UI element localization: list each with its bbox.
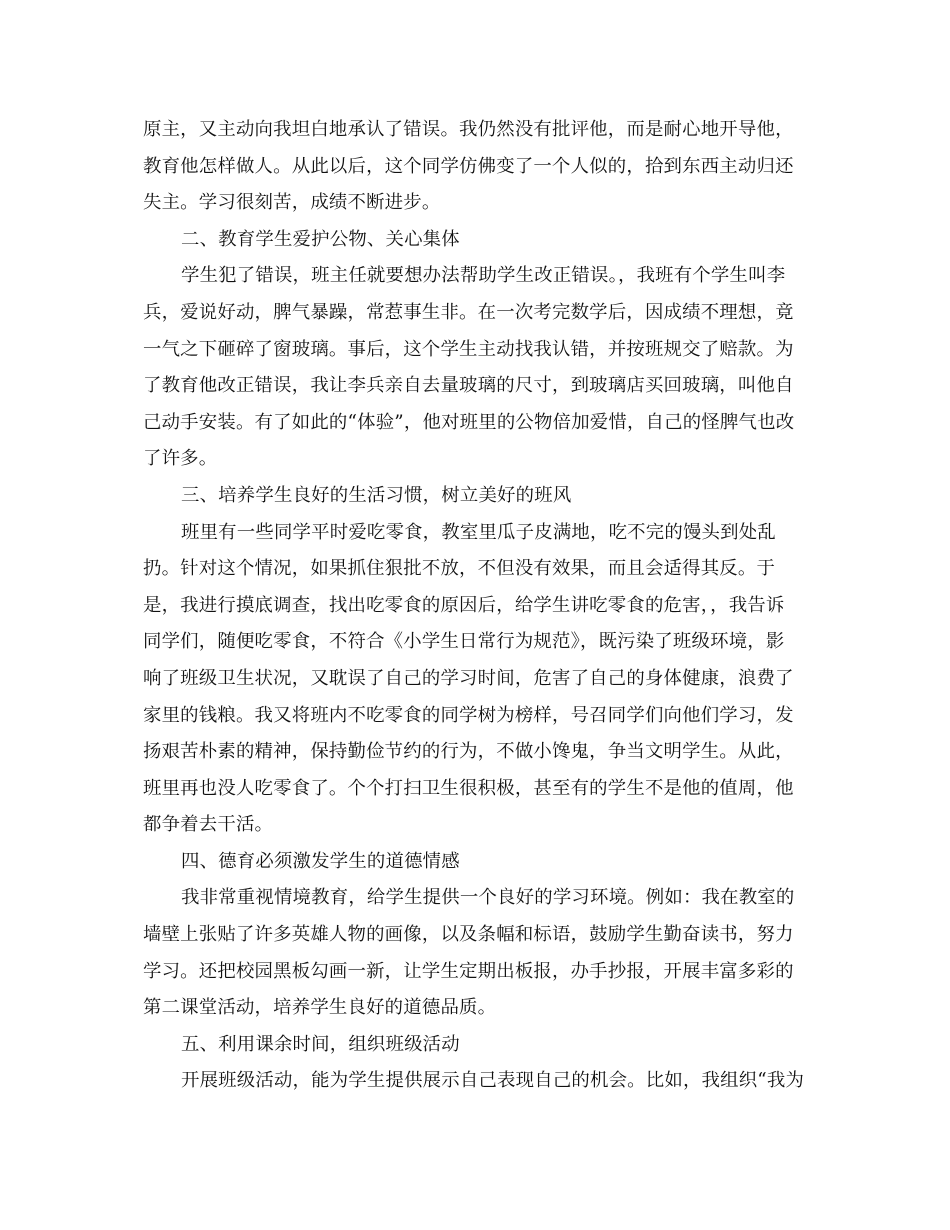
section-heading: 四、德育必须激发学生的道德情感 [181, 850, 460, 872]
text-line: 原主，又主动向我坦白地承认了错误。我仍然没有批评他，而是耐心地开导他， [143, 119, 794, 140]
text-line: 教育他怎样做人。从此以后，这个同学仿佛变了一个人似的，拾到东西主动归还 [143, 155, 794, 177]
text-line: 墙壁上张贴了许多英雄人物的画像，以及条幅和标语，鼓励学生勤奋读书，努力 [143, 924, 794, 946]
text-line: 第二课堂活动，培养学生良好的道德品质。 [143, 997, 497, 1019]
text-line: 了许多。 [143, 448, 218, 470]
text-line: 扔。针对这个情况，如果抓住狠批不放，不但没有效果，而且会适得其反。于 [143, 558, 776, 580]
text-line: 己动手安装。有了如此的“体验”，他对班里的公物倍加爱惜，自己的怪脾气也改 [143, 411, 795, 433]
text-line: 一气之下砸碎了窗玻璃。事后，这个学生主动找我认错，并按班规交了赔款。为 [143, 338, 794, 360]
text-line: 是，我进行摸底调查，找出吃零食的原因后，给学生讲吃零食的危害，，我告诉 [143, 594, 785, 616]
text-line: 兵，爱说好动，脾气暴躁，常惹事生非。在一次考完数学后，因成绩不理想，竟 [143, 301, 794, 323]
document-body [143, 112, 803, 1100]
section-heading: 二、教育学生爱护公物、关心集体 [181, 228, 460, 250]
text-line: 同学们，随便吃零食，不符合《小学生日常行为规范》，既污染了班级环境，影 [143, 631, 785, 653]
text-line: 响了班级卫生状况，又耽误了自己的学习时间，危害了自己的身体健康，浪费了 [143, 667, 794, 689]
text-line: 了教育他改正错误，我让李兵亲自去量玻璃的尺寸，到玻璃店买回玻璃，叫他自 [143, 375, 794, 397]
paragraph-first-line: 开展班级活动，能为学生提供展示自己表现自己的机会。比如，我组织“我为 [181, 1070, 805, 1092]
paragraph-first-line: 我非常重视情境教育，给学生提供一个良好的学习环境。例如：我在教室的 [181, 887, 795, 909]
text-line: 扬艰苦朴素的精神，保持勤俭节约的行为，不做小馋鬼，争当文明学生。从此， [143, 741, 794, 763]
paragraph-first-line: 学生犯了错误，班主任就要想办法帮助学生改正错误。，我班有个学生叫李 [181, 265, 786, 287]
text-line: 家里的钱粮。我又将班内不吃零食的同学树为榜样，号召同学们向他们学习，发 [143, 704, 794, 726]
text-line: 失主。学习很刻苦，成绩不断进步。 [143, 192, 441, 214]
text-line: 班里再也没人吃零食了。个个打扫卫生很积极，甚至有的学生不是他的值周，他 [143, 777, 794, 799]
section-heading: 五、利用课余时间，组织班级活动 [181, 1033, 460, 1055]
section-heading: 三、培养学生良好的生活习惯，树立美好的班风 [181, 484, 572, 506]
text-line: 学习。还把校园黑板勾画一新，让学生定期出板报，办手抄报，开展丰富多彩的 [143, 960, 794, 982]
text-line: 都争着去干活。 [143, 814, 274, 836]
paragraph-first-line: 班里有一些同学平时爱吃零食，教室里瓜子皮满地，吃不完的馒头到处乱 [181, 521, 776, 543]
